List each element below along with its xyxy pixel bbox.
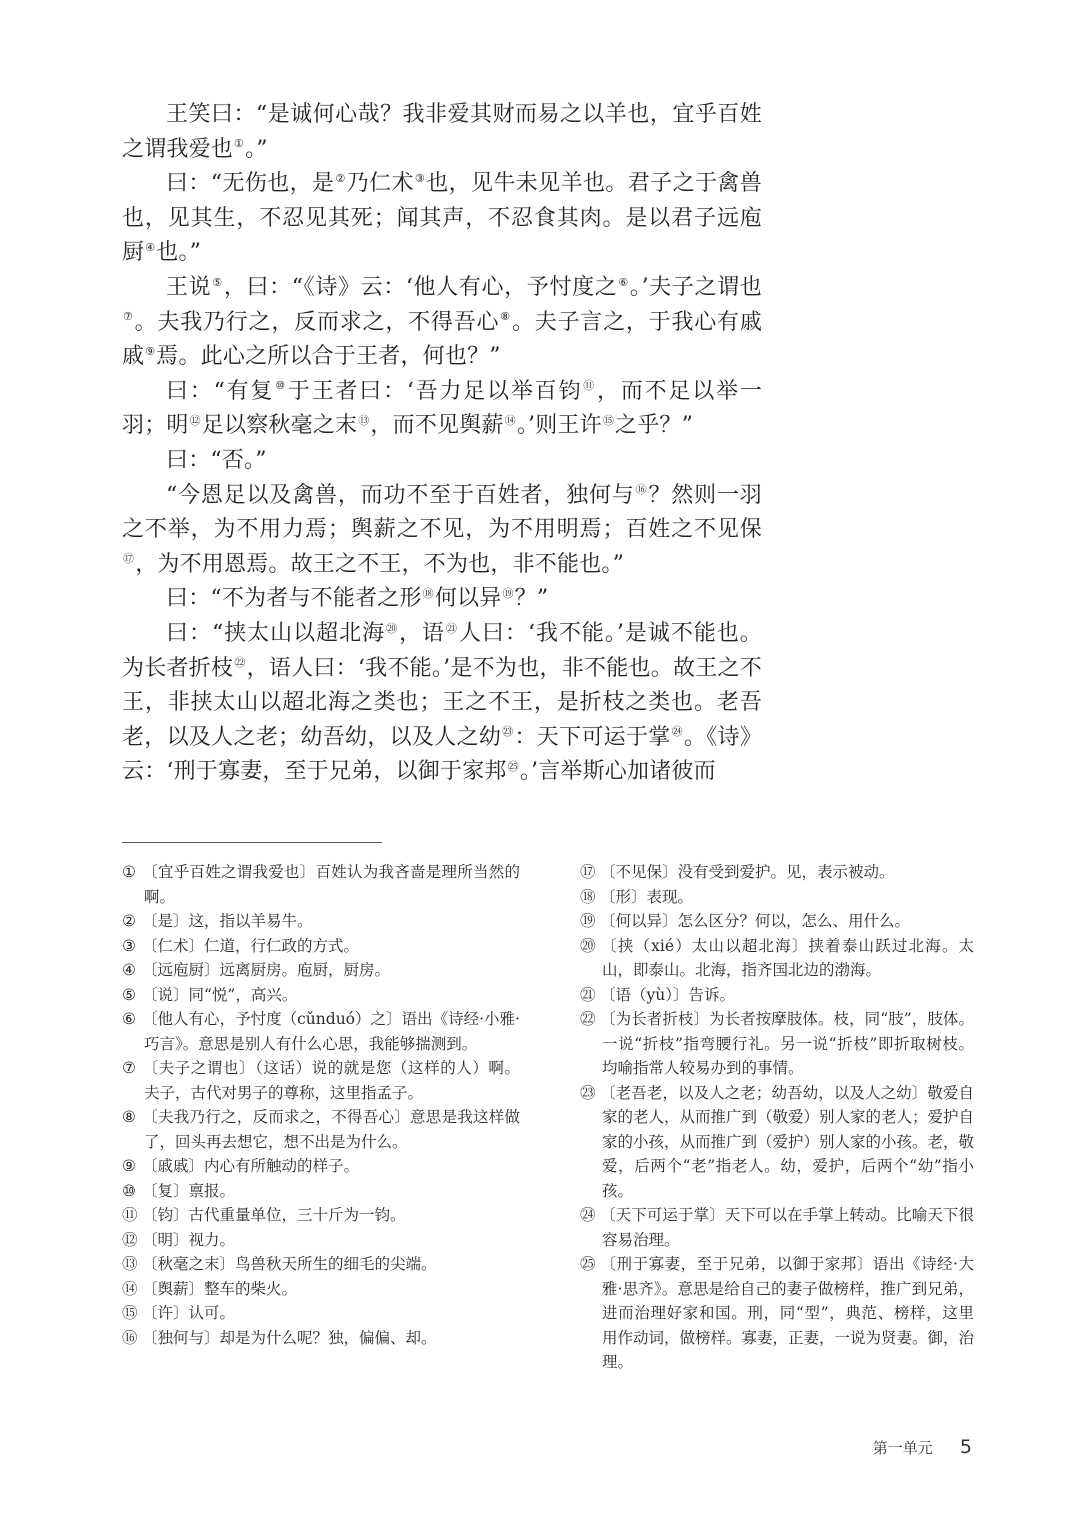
footnote-text: 〔夫子之谓也〕（这话）说的就是您（这样的人）啊。夫子，古代对男子的尊称，这里指孟子。 xyxy=(142,1059,520,1102)
footnote-number: ㉓ xyxy=(580,1083,596,1102)
body-text: ？” xyxy=(514,586,549,612)
body-text: 曰：“挟太山以超北海 xyxy=(166,620,386,646)
body-text: ，为不用恩焉。故王之不王，不为也，非不能也。” xyxy=(135,551,625,577)
footnote-marker: ⑥ xyxy=(618,275,629,289)
body-text: 。’夫子之谓也 xyxy=(629,274,763,300)
footnote-item xyxy=(122,983,520,1008)
footnote-marker: ㉔ xyxy=(671,725,683,739)
footnote-number: ⑧ xyxy=(122,1108,136,1126)
body-paragraph xyxy=(122,444,762,479)
footnote-text: 〔何以异〕怎么区分？何以，怎么、用什么。 xyxy=(600,912,911,930)
body-text: 何以异 xyxy=(434,586,502,612)
footnote-divider xyxy=(122,842,382,843)
footnote-marker: ⑫ xyxy=(189,414,201,428)
footnote-number: ④ xyxy=(122,961,136,979)
footnote-text: 〔复〕禀报。 xyxy=(142,1181,236,1200)
footnote-text: 〔说〕同“悦”，高兴。 xyxy=(142,985,298,1004)
footnote-item xyxy=(580,1203,974,1252)
footnote-marker: ⑩ xyxy=(275,379,287,393)
body-paragraph xyxy=(122,167,762,271)
body-paragraph xyxy=(122,617,762,790)
body-text: “今恩足以及禽兽，而功不至于百姓者，独何与 xyxy=(166,482,635,508)
body-text: 。’则王许 xyxy=(516,413,602,439)
body-text: 也。” xyxy=(156,240,202,266)
footnote-number: ㉕ xyxy=(580,1255,596,1273)
footnote-text: 〔仁术〕仁道，行仁政的方式。 xyxy=(142,936,360,955)
footnote-item xyxy=(580,885,974,910)
footnote-text: 〔挟（xié）太山以超北海〕挟着泰山跃过北海。太山，即泰山。北海，指齐国北边的渤海。 xyxy=(600,936,974,979)
footnote-marker: ⑰ xyxy=(123,552,135,566)
body-paragraph xyxy=(122,271,762,375)
footnote-number: ㉒ xyxy=(580,1010,596,1028)
footnote-item xyxy=(122,1179,520,1204)
footnote-item xyxy=(122,1326,520,1351)
footnote-number: ㉑ xyxy=(580,985,596,1004)
body-paragraph xyxy=(122,479,762,583)
body-text: ？然则一羽之不举，为不用力焉；舆薪之不见，为不用明焉；百姓之不见保 xyxy=(122,482,762,543)
footnote-number: ⑫ xyxy=(122,1230,138,1249)
body-text: 。” xyxy=(245,136,268,162)
footnote-marker: ② xyxy=(335,171,346,185)
footnote-text: 〔不见保〕没有受到爱护。见，表示被动。 xyxy=(600,863,895,881)
footnote-marker: ⑮ xyxy=(602,414,615,428)
body-text: 王笑曰：“是诚何心哉？我非爱其财而易之以羊也，宜乎百姓之谓我爱也 xyxy=(122,102,762,162)
body-text: 王说 xyxy=(166,274,212,300)
footnote-item xyxy=(580,934,974,983)
footnote-item xyxy=(122,958,520,983)
body-text: ，语人曰：‘我不能。’是不为也，非不能也。故王之不王，非挟太山以超北海之类也；王之不王，是折枝之类也。老吾老，以及人之老；幼吾幼，以及人之幼 xyxy=(122,655,762,750)
footnote-marker: ⑳ xyxy=(386,621,399,635)
footnote-marker: ⑪ xyxy=(583,379,597,393)
footnote-number: ① xyxy=(122,863,136,881)
footnote-text: 〔舆薪〕整车的柴火。 xyxy=(142,1279,298,1298)
footnote-marker: ⑱ xyxy=(422,586,434,600)
body-text: 人曰：‘我不能。’是诚不能也。为长者折枝 xyxy=(122,620,762,681)
footnote-text: 〔钧〕古代重量单位，三十斤为一钧。 xyxy=(142,1206,406,1224)
body-text: 乃仁术 xyxy=(346,171,414,197)
body-text: 于王者曰：‘吾力足以举百钧 xyxy=(287,378,583,404)
footnote-marker: ⑨ xyxy=(145,344,156,358)
footnote-item xyxy=(580,860,974,885)
footnote-text: 〔为长者折枝〕为长者按摩肢体。枝，同“肢”，肢体。一说“折枝”指弯腰行礼。另一说“折枝”即折取树枝。均喻指常人较易办到的事情。 xyxy=(600,1010,974,1077)
footnote-number: ⑪ xyxy=(122,1206,138,1224)
footnote-number: ⑨ xyxy=(122,1157,136,1175)
footnote-item xyxy=(122,1007,520,1056)
footnote-item xyxy=(122,860,520,909)
footnote-text: 〔戚戚〕内心有所触动的样子。 xyxy=(142,1157,360,1175)
footnote-number: ⑦ xyxy=(122,1059,136,1077)
footnote-item xyxy=(122,1154,520,1179)
body-paragraph xyxy=(122,98,762,167)
footnote-number: ③ xyxy=(122,936,136,955)
footnote-text: 〔刑于寡妻，至于兄弟，以御于家邦〕语出《诗经·大雅·思齐》。意思是给自己的妻子做榜样，推广到兄弟，进而治理好家和国。刑，同“型”，典范、榜样，这里用作动词，做榜样。寡妻，正妻，一说为贤妻。御，治理。 xyxy=(600,1255,975,1371)
footnote-item xyxy=(580,1007,974,1081)
footnote-marker: ㉑ xyxy=(446,621,459,635)
footnote-number: ㉔ xyxy=(580,1206,596,1224)
footnote-item xyxy=(580,1081,974,1204)
footnote-text: 〔明〕视力。 xyxy=(142,1230,236,1249)
footnote-item xyxy=(122,934,520,959)
footnote-item xyxy=(122,1228,520,1253)
footnote-text: 〔宜乎百姓之谓我爱也〕百姓认为我吝啬是理所当然的啊。 xyxy=(142,863,520,906)
body-text: ，而不见舆薪 xyxy=(370,413,504,439)
footnote-marker: ③ xyxy=(414,171,426,185)
footnote-marker: ① xyxy=(234,137,245,151)
body-text: 曰：“否。” xyxy=(166,447,267,473)
page-footer xyxy=(873,1436,972,1458)
body-text: ：天下可运于掌 xyxy=(514,724,671,750)
footnotes-left-column xyxy=(122,860,520,1350)
body-text: 。’言举斯心加诸彼而 xyxy=(519,759,716,785)
footnote-item xyxy=(122,1252,520,1277)
footnote-item xyxy=(122,1277,520,1302)
body-text: 也，见牛未见羊也。君子之于禽兽也，见其生，不忍见其死；闻其声，不忍食其肉。是以君子远庖厨 xyxy=(122,171,762,266)
body-text: ，语 xyxy=(399,620,446,646)
footnote-marker: ㉓ xyxy=(502,725,514,739)
footnote-number: ⑭ xyxy=(122,1279,138,1298)
footnote-item xyxy=(122,1105,520,1154)
body-text: 曰：“有复 xyxy=(166,378,275,404)
footnote-number: ⑤ xyxy=(122,985,136,1004)
main-text xyxy=(122,98,762,790)
footnote-text: 〔许〕认可。 xyxy=(142,1304,236,1322)
footnote-marker: ㉕ xyxy=(507,759,519,773)
footnote-text: 〔形〕表现。 xyxy=(600,887,694,906)
body-paragraph xyxy=(122,375,762,444)
footnote-item xyxy=(580,1252,974,1375)
footnote-text: 〔独何与〕却是为什么呢？独，偏偏、却。 xyxy=(142,1328,437,1347)
footnote-marker: ④ xyxy=(145,241,156,255)
footnote-number: ⑰ xyxy=(580,863,596,881)
footnote-marker: ⑧ xyxy=(500,310,511,324)
footnote-number: ⑮ xyxy=(122,1304,138,1322)
footnote-marker: ⑤ xyxy=(212,275,223,289)
footnote-text: 〔他人有心，予忖度（cǔnduó）之〕语出《诗经·小雅·巧言》。意思是别人有什么心思，我能够揣测到。 xyxy=(142,1010,520,1053)
footnotes-right-column xyxy=(580,860,974,1375)
footnote-item xyxy=(122,909,520,934)
footnote-marker: ⑯ xyxy=(635,483,648,497)
body-text: 足以察秋毫之末 xyxy=(201,413,358,439)
footnote-text: 〔天下可运于掌〕天下可以在手掌上转动。比喻天下很容易治理。 xyxy=(600,1206,974,1249)
footnote-number: ② xyxy=(122,912,136,930)
body-text: 。《诗》云：‘刑于寡妻，至于兄弟，以御于家邦 xyxy=(122,724,763,785)
footnote-text: 〔夫我乃行之，反而求之，不得吾心〕意思是我这样做了，回头再去想它，想不出是为什么。 xyxy=(142,1108,520,1151)
footnote-item xyxy=(122,1056,520,1105)
footnote-item xyxy=(122,1301,520,1326)
footnote-marker: ㉒ xyxy=(234,656,246,670)
unit-label: 第一单元 xyxy=(872,1439,933,1457)
footnote-item xyxy=(580,909,974,934)
footnote-number: ⑳ xyxy=(580,936,596,955)
body-text: 曰：“不为者与不能者之形 xyxy=(166,586,422,612)
footnote-number: ⑱ xyxy=(580,887,596,906)
footnote-text: 〔是〕这，指以羊易牛。 xyxy=(142,912,313,930)
footnote-number: ⑯ xyxy=(122,1328,138,1347)
footnote-number: ⑥ xyxy=(122,1010,136,1028)
page-number: 5 xyxy=(959,1436,972,1458)
body-text: 。夫子言之，于我心有戚戚 xyxy=(122,309,763,370)
footnote-text: 〔秋毫之末〕鸟兽秋天所生的细毛的尖端。 xyxy=(142,1255,437,1273)
footnote-number: ⑬ xyxy=(122,1255,138,1273)
body-text: ，而不足以举一羽；明 xyxy=(122,378,763,439)
footnote-text: 〔语（yù）〕告诉。 xyxy=(600,985,735,1004)
body-text: 。夫我乃行之，反而求之，不得吾心 xyxy=(134,309,500,335)
footnote-item xyxy=(580,983,974,1008)
footnote-marker: ⑲ xyxy=(502,586,514,600)
footnote-marker: ⑦ xyxy=(123,310,134,324)
footnote-number: ⑲ xyxy=(580,912,596,930)
footnote-marker: ⑬ xyxy=(358,414,370,428)
footnote-text: 〔老吾老，以及人之老；幼吾幼，以及人之幼〕敬爱自家的老人，从而推广到（敬爱）别人家的老人；爱护自家的小孩，从而推广到（爱护）别人家的小孩。老，敬爱，后两个“老”指老人。幼，爱护，后两个“幼”指小孩。 xyxy=(600,1083,975,1200)
footnote-text: 〔远庖厨〕远离厨房。庖厨，厨房。 xyxy=(142,961,391,979)
body-text: 焉。此心之所以合于王者，何也？” xyxy=(156,344,501,370)
footnote-number: ⑩ xyxy=(122,1181,136,1200)
body-text: 曰：“无伤也，是 xyxy=(166,171,335,197)
body-paragraph xyxy=(122,582,762,617)
footnote-item xyxy=(122,1203,520,1228)
body-text: 之乎？” xyxy=(615,413,694,439)
body-text: ，曰：“《诗》云：‘他人有心，予忖度之 xyxy=(223,274,618,300)
footnote-marker: ⑭ xyxy=(504,414,516,428)
